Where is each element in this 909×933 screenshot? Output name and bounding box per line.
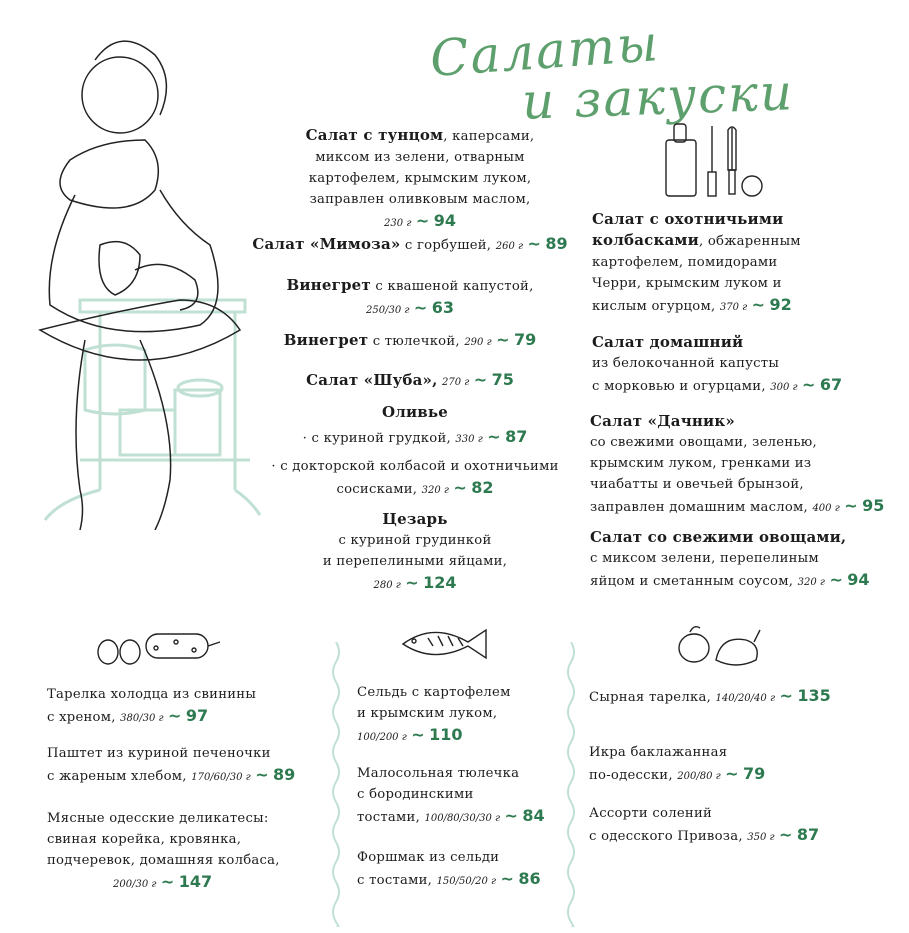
price: 94 <box>847 570 870 589</box>
menu-item-dachnik-salad: Салат «Дачник» со свежими овощами, зеленью, крымским луком, гренками из чиабатты и овечьей брынзой, заправлен домашним маслом, 400 г ~ 95 <box>590 412 885 515</box>
price: 124 <box>423 573 457 592</box>
menu-item-fresh-vegetable-salad: Салат со свежими овощами, с миксом зелени, перепелиным яйцом и сметанным соусом, 320 г ~ 94 <box>590 528 870 589</box>
page-title-line1: Салаты <box>428 14 662 88</box>
wavy-divider-right <box>564 642 578 927</box>
wavy-divider-left <box>329 642 343 927</box>
price: 79 <box>513 330 537 349</box>
price: 110 <box>429 725 463 744</box>
page-title-line2: и закуски <box>521 63 796 131</box>
menu-item-mimosa-salad: Салат «Мимоза» с горбушей, 260 г ~ 89 <box>252 234 568 253</box>
menu-item-hunter-sausage-salad: Салат с охотничьими колбасками, обжаренным картофелем, помидорами Черри, крымским луком и кислым огурцом, 370 г ~ 92 <box>592 210 801 314</box>
menu-item-kholodets: Тарелка холодца из свинины с хреном, 380/30 г ~ 97 <box>47 687 257 725</box>
menu-item-olivier: Оливье · с куриной грудкой, 330 г ~ 87 · с докторской колбасой и охотничьими сосисками, 320 г ~ 82 <box>271 403 559 497</box>
price: 89 <box>273 765 296 784</box>
price: 97 <box>185 706 209 725</box>
menu-item-eggplant-caviar: Икра баклажанная по-одесски, 200/80 г ~ 79 <box>589 745 766 783</box>
menu-item-pate: Паштет из куриной печеночки с жареным хлебом, 170/60/30 г ~ 89 <box>47 746 296 784</box>
menu-item-forshmak: Форшмак из сельди с тостами, 150/50/20 г ~ 86 <box>357 850 541 888</box>
price: 95 <box>862 496 885 515</box>
menu-item-herring-potato: Сельдь с картофелем и крымским луком, 100/200 г ~ 110 <box>357 685 511 744</box>
price: 82 <box>471 478 494 497</box>
price: 63 <box>431 298 454 317</box>
price: 75 <box>491 370 514 389</box>
price: 147 <box>178 872 213 891</box>
vegetables-icon <box>676 620 766 670</box>
price: 67 <box>819 375 843 394</box>
price: 92 <box>769 295 792 314</box>
price: 87 <box>796 825 820 844</box>
fish-icon <box>398 624 498 664</box>
cutting-board-icon <box>660 122 770 202</box>
price: 87 <box>505 427 528 446</box>
menu-item-shuba-salad: Салат «Шуба», 270 г ~ 75 <box>306 370 514 389</box>
menu-item-meat-delicacies: Мясные одесские деликатесы: свиная корейка, кровянка, подчеревок, домашняя колбаса, 200/30 г ~ 147 <box>47 811 280 891</box>
menu-item-salted-tyulka: Малосольная тюлечка с бородинскими тостами, 100/80/30/30 г ~ 84 <box>357 766 545 825</box>
price: 86 <box>518 869 541 888</box>
woman-cooking-illustration <box>0 20 270 530</box>
menu-item-vinegret-cabbage: Винегрет с квашеной капустой, 250/30 г ~ 63 <box>286 276 534 317</box>
price: 94 <box>433 211 456 230</box>
sausage-icon <box>96 628 226 673</box>
menu-item-caesar: Цезарь с куриной грудинкой и перепелиными яйцами, 280 г ~ 124 <box>322 510 508 592</box>
menu-item-vinegret-tyulka: Винегрет с тюлечкой, 290 г ~ 79 <box>283 330 537 349</box>
price: 135 <box>797 686 831 705</box>
price: 89 <box>545 234 568 253</box>
menu-item-pickles-assorti: Ассорти солений с одесского Привоза, 350 г ~ 87 <box>589 806 820 844</box>
menu-item-tuna-salad: Салат с тунцом, каперсами, миксом из зелени, отварным картофелем, крымским луком, заправлен оливковым маслом, 230 г ~ 94 <box>305 126 535 230</box>
price: 84 <box>522 806 545 825</box>
menu-item-cheese-plate: Сырная тарелка, 140/20/40 г ~ 135 <box>589 686 831 705</box>
menu-item-home-salad: Салат домашний из белокочанной капусты с морковью и огурцами, 300 г ~ 67 <box>592 333 843 394</box>
price: 79 <box>742 764 766 783</box>
